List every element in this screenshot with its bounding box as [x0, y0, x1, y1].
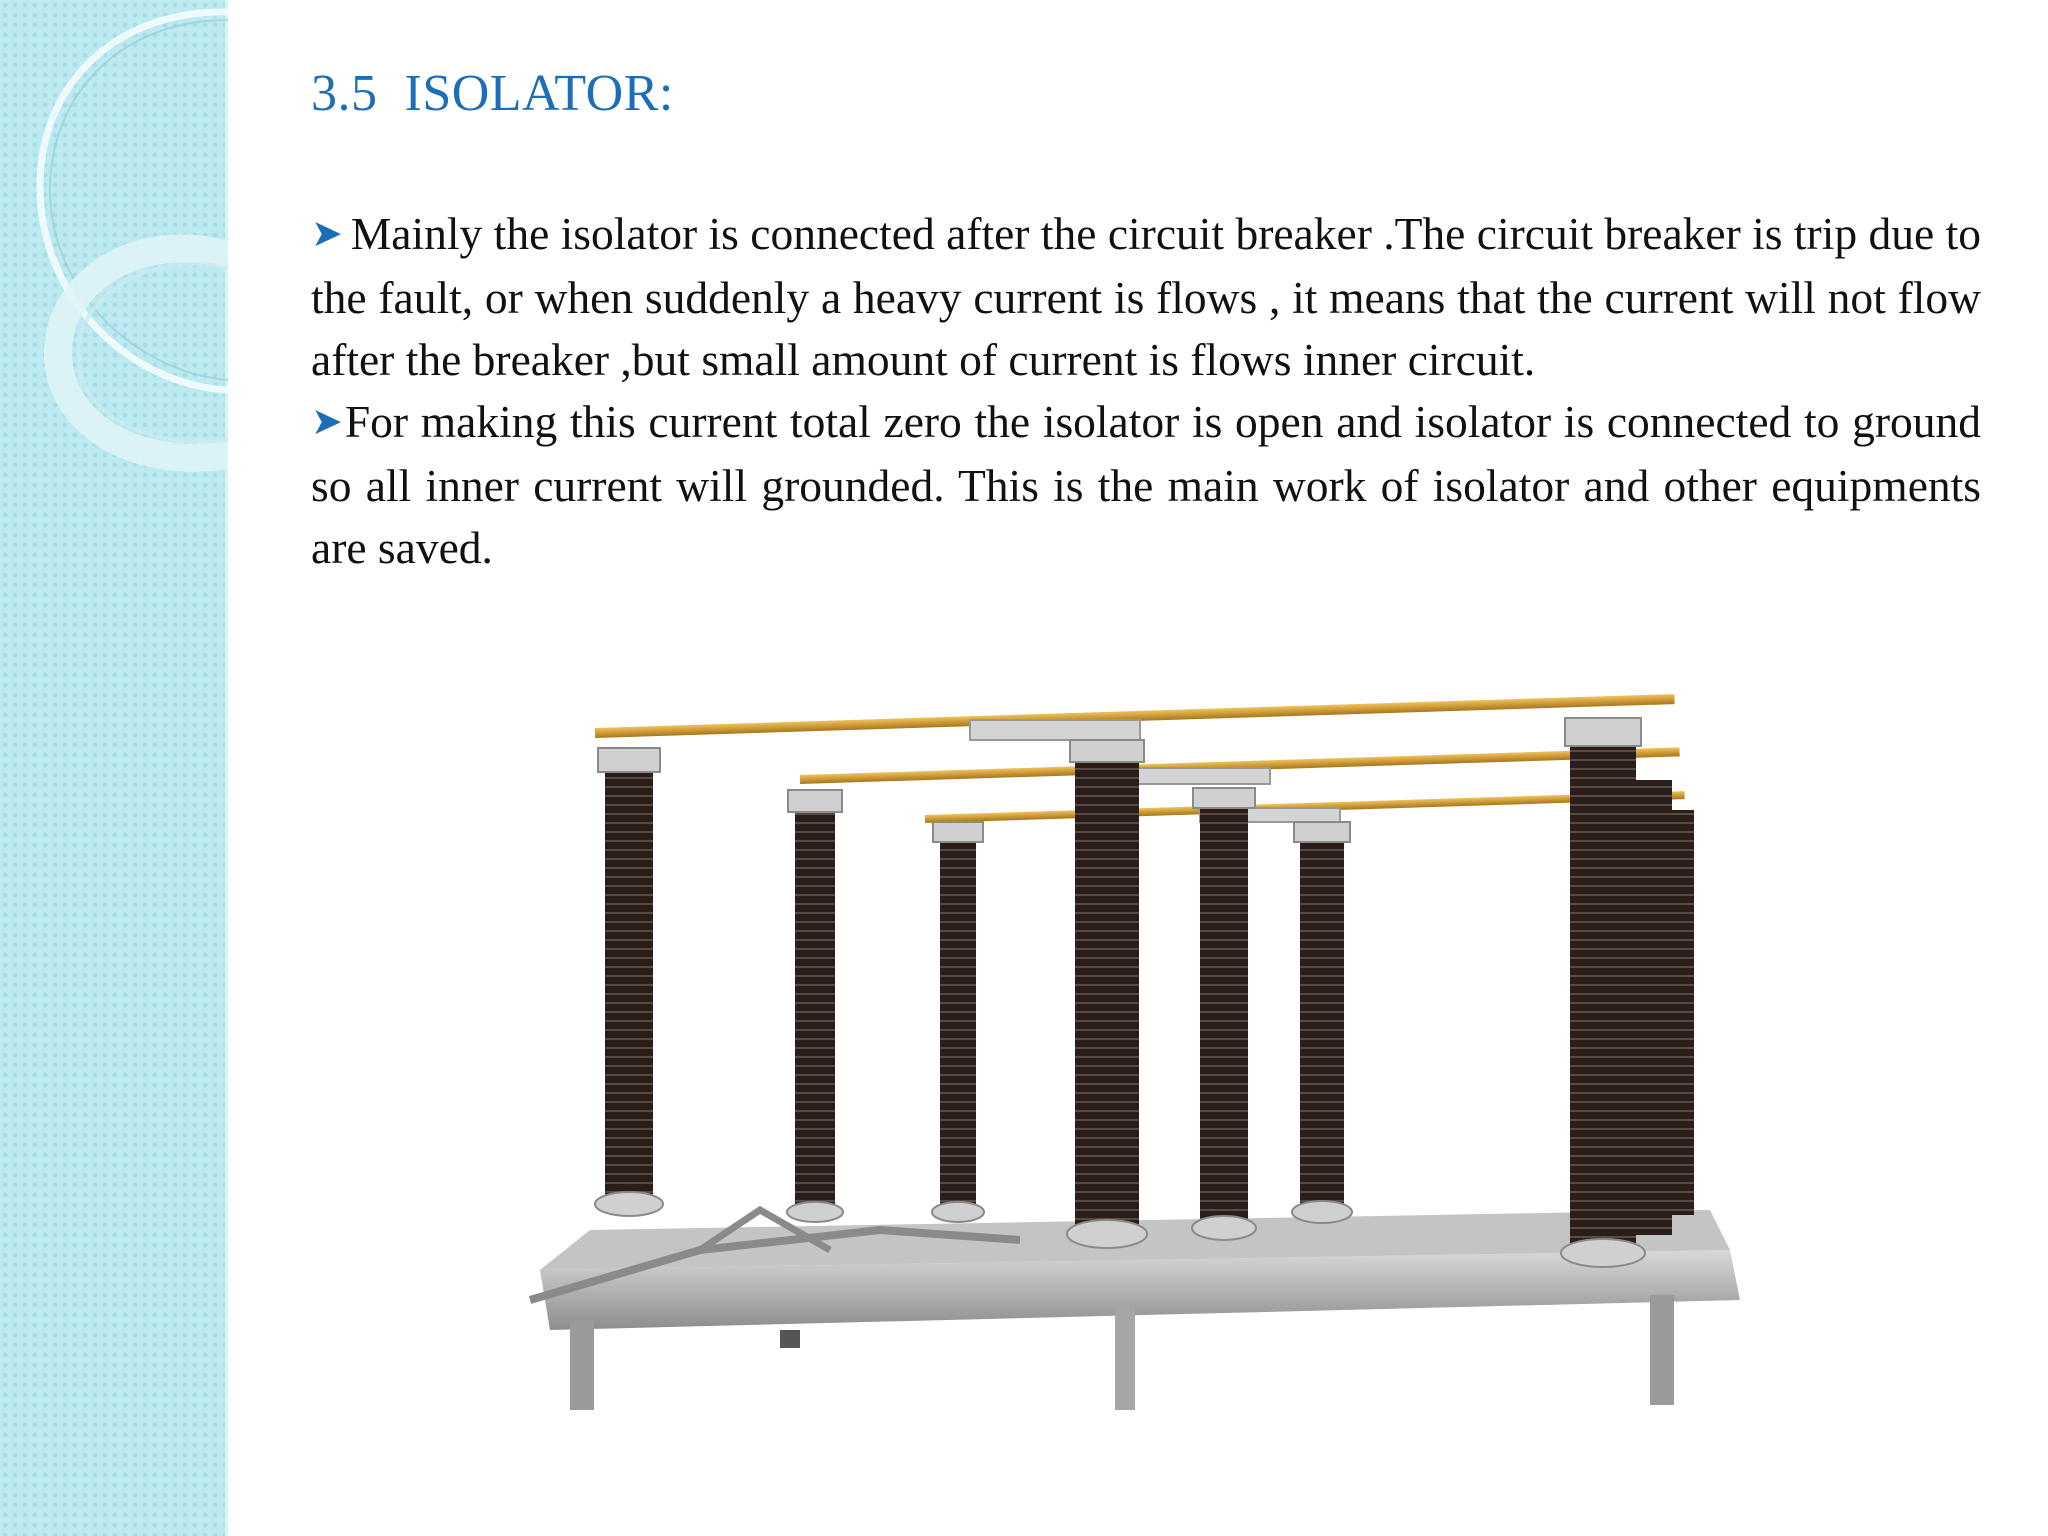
- isolator-illustration: [500, 690, 1750, 1410]
- paragraph-2: [311, 391, 1981, 579]
- paragraph-1: [311, 203, 1981, 391]
- decorative-side-band: [0, 0, 228, 1536]
- insulator-columns: [605, 745, 1694, 1250]
- arrow-bullet-icon: ➤: [311, 399, 343, 443]
- slide-title: 3.5 ISOLATOR:: [311, 65, 674, 122]
- slide-body: [311, 203, 1981, 579]
- decorative-rings: [0, 0, 228, 520]
- paragraph-2-text: For making this current total zero the isolator is open and isolator is connected to ground so all inner current will grounded. This is the main work of isolator and other equipments are saved.: [311, 396, 1981, 573]
- paragraph-1-text: Mainly the isolator is connected after the circuit breaker .The circuit breaker is trip due to the fault, or when suddenly a heavy current is flows , it means that the current will not flow after the breaker ,but small amount of current is flows inner circuit.: [311, 208, 1981, 385]
- arrow-bullet-icon: ➤: [311, 211, 343, 255]
